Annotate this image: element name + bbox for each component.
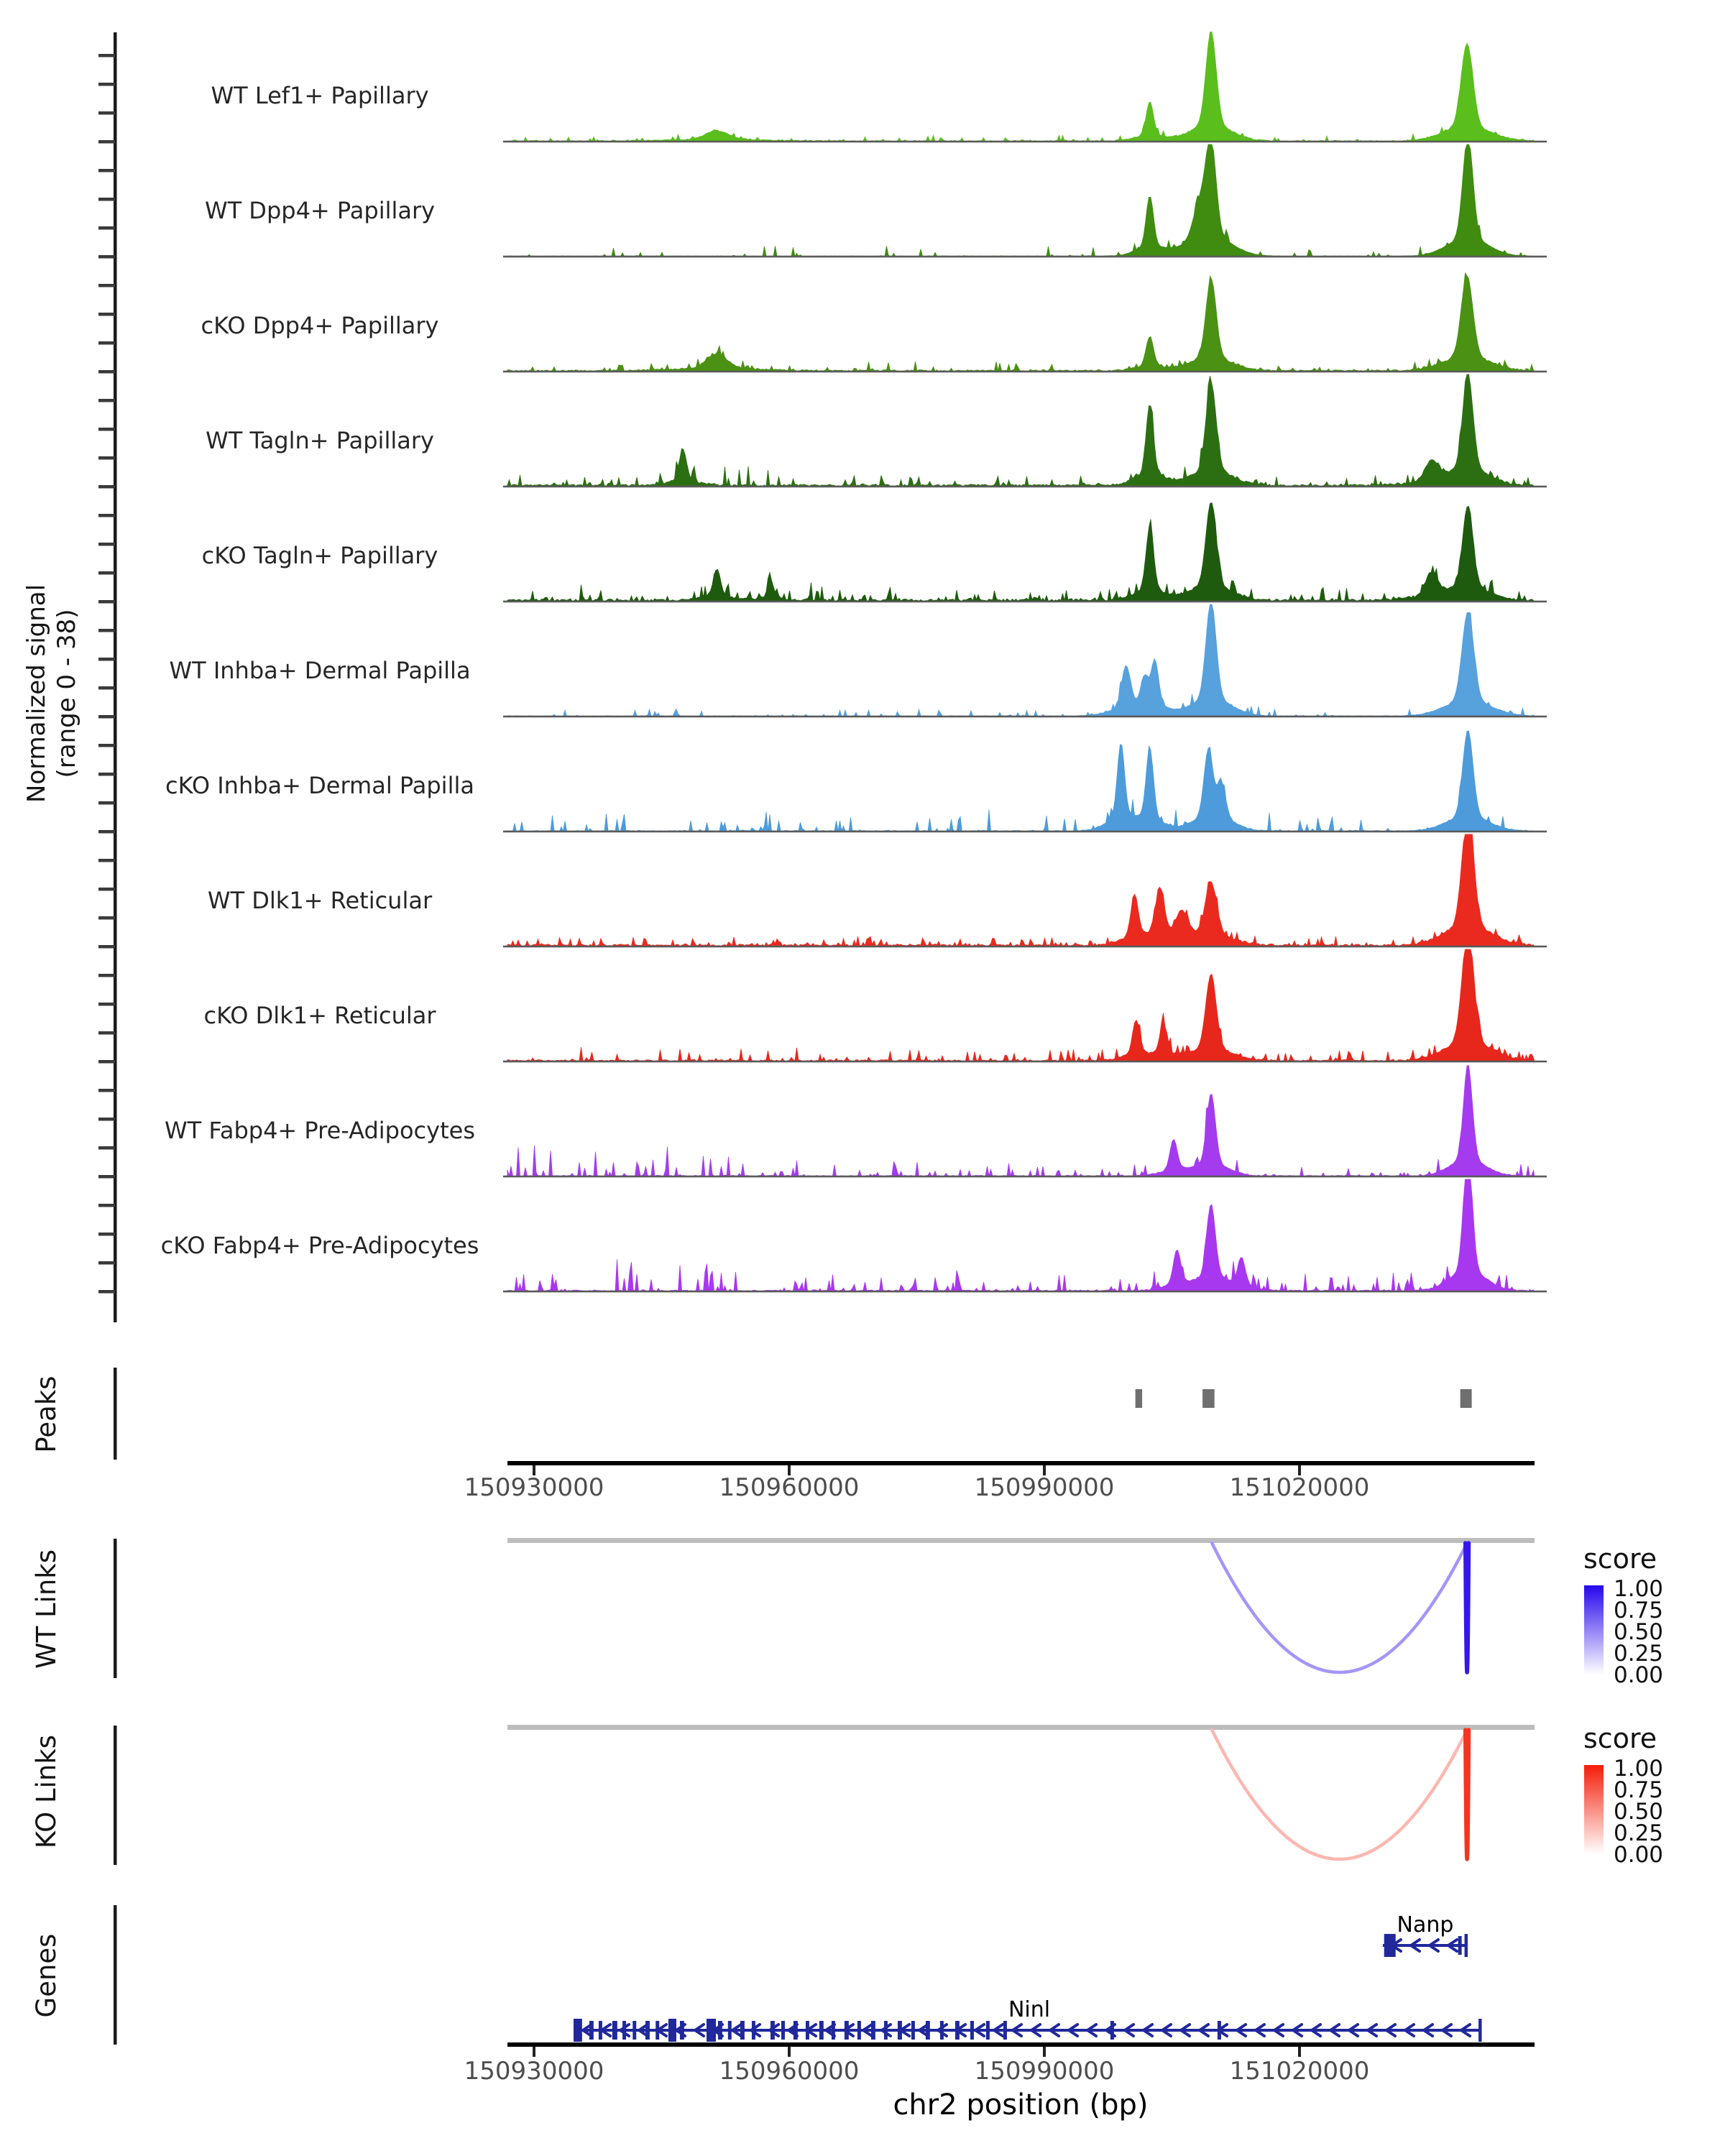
signal-track-path [507,374,1535,487]
track-label: WT Dpp4+ Papillary [204,197,436,224]
signal-axis-tick [98,399,115,402]
legend-tick-label: 0.50 [1614,1799,1664,1825]
signal-axis-tick [98,255,115,259]
x-tick-label: 150960000 [719,2057,860,2086]
legend-tick-label: 0.25 [1614,1641,1664,1667]
track-label: WT Fabp4+ Pre-Adipocytes [165,1117,475,1144]
signal-track-baseline [503,141,1547,143]
signal-axis-tick [98,226,115,230]
signal-axis-tick [98,1290,115,1294]
signal-axis-tick [98,169,115,172]
legend-tick-label: 0.00 [1614,1662,1664,1688]
signal-axis-tick [98,571,115,575]
signal-axis-tick [98,629,115,632]
gene-exon [986,2021,990,2040]
link-arc [1466,1543,1469,1672]
signal-track-path [507,144,1535,257]
signal-axis-tick [98,600,115,604]
signal-axis-tick [98,801,115,805]
ko-legend-gradient [1584,1765,1604,1854]
section-side-bar [114,1726,117,1865]
wt-legend-gradient [1584,1585,1604,1674]
link-arc [1212,1730,1467,1859]
signal-axis-tick [98,456,115,460]
track-label: cKO Dlk1+ Reticular [203,1002,436,1029]
signal-track-baseline [503,486,1547,488]
signal-track-path [507,1179,1535,1291]
x-tick-label: 151020000 [1229,2057,1370,2086]
signal-track-baseline [503,601,1547,603]
gene-label: Ninl [1008,1997,1051,2022]
track-label: WT Lef1+ Papillary [211,82,429,109]
signal-axis-tick [98,1261,115,1265]
signal-track-path [507,273,1535,372]
x-axis-tick [1298,2047,1301,2057]
x-axis-line [507,1461,1535,1465]
link-arc [1212,1543,1467,1672]
section-label-peaks: Peaks [31,1376,62,1453]
track-label: cKO Fabp4+ Pre-Adipocytes [160,1232,479,1259]
legend-tick-label: 0.25 [1614,1820,1664,1846]
signal-track-path [507,731,1535,831]
signal-axis-tick [98,1060,115,1064]
gene-exon [857,2021,861,2040]
signal-track-baseline [503,716,1547,718]
section-label-ko-links: KO Links [31,1734,62,1849]
signal-axis-tick [98,370,115,374]
section-side-bar [114,1539,117,1678]
x-tick-label: 150990000 [974,1473,1115,1502]
links-baseline [507,1725,1535,1730]
ko-legend-title: score [1583,1723,1657,1754]
signal-track-path [507,834,1535,946]
signal-axis-tick [98,485,115,489]
signal-track-baseline [503,946,1547,948]
legend-tick-label: 1.00 [1614,1756,1664,1782]
signal-track-baseline [503,1176,1547,1178]
x-axis-line [507,2042,1535,2047]
signal-axis-tick [98,974,115,977]
signal-axis-tick [98,1031,115,1035]
signal-axis-tick [98,1146,115,1150]
signal-track-path [507,949,1535,1061]
track-label: WT Dlk1+ Reticular [207,887,433,914]
signal-track-path [507,604,1535,717]
peak-box [1460,1389,1472,1408]
signal-track-baseline [503,1061,1547,1063]
x-tick-label: 151020000 [1229,1473,1370,1502]
signal-axis-tick [98,341,115,345]
x-tick-label: 150930000 [464,1473,604,1502]
gene-terminal-bar [1480,2019,1482,2042]
signal-axis-tick [98,140,115,144]
gene-exon [632,2021,636,2040]
peak-box [1202,1389,1215,1408]
track-label: cKO Inhba+ Dermal Papilla [165,772,474,799]
signal-axis-tick [98,1089,115,1092]
gene-exon [574,2019,582,2042]
gene-exon [940,2021,944,2040]
signal-axis-tick [98,111,115,115]
track-label: WT Inhba+ Dermal Papilla [169,657,471,684]
signal-axis-tick [98,686,115,690]
gene-exon [970,2021,974,2040]
x-axis-tick [1043,2047,1046,2057]
signal-track-path [507,502,1535,602]
gene-exon [622,2021,626,2040]
signal-y-axis-label-line1: Normalized signal [22,584,51,803]
gene-exon [1458,1936,1462,1955]
gene-exon [1003,2021,1007,2040]
legend-tick-label: 0.75 [1614,1777,1664,1803]
legend-tick-label: 0.50 [1614,1619,1664,1645]
x-axis-title: chr2 position (bp) [893,2088,1149,2122]
track-label: cKO Tagln+ Papillary [201,542,438,569]
signal-axis-tick [98,54,115,57]
signal-track-baseline [503,831,1547,833]
x-axis-tick [788,2047,791,2057]
signal-axis-tick [98,859,115,862]
gene-exon [819,2021,824,2040]
wt-legend-title: score [1583,1543,1657,1575]
gene-exon [884,2021,888,2040]
gene-exon [612,2021,617,2040]
links-baseline [507,1538,1535,1543]
peak-box [1136,1389,1142,1408]
x-tick-label: 150930000 [464,2057,604,2086]
signal-axis-tick [98,916,115,920]
signal-axis-tick [98,514,115,517]
gene-exon [728,2021,732,2040]
legend-tick-label: 0.00 [1614,1842,1664,1868]
signal-y-axis-label-line2: (range 0 - 38) [52,609,81,778]
gene-exon [911,2021,915,2040]
section-label-wt-links: WT Links [31,1549,62,1669]
signal-axis-tick [98,715,115,719]
x-axis-tick [533,2047,535,2057]
signal-axis-tick [98,284,115,287]
gene-exon [680,2021,684,2040]
signal-axis-tick [98,830,115,834]
x-tick-label: 150990000 [974,2057,1115,2086]
signal-track-baseline [503,1291,1547,1293]
track-label: WT Tagln+ Papillary [206,427,434,454]
track-label: cKO Dpp4+ Papillary [201,312,439,339]
gene-label: Nanp [1397,1912,1454,1938]
signal-track-path [507,32,1535,142]
section-side-bar [114,1368,117,1460]
gene-exon [781,2021,785,2040]
signal-track-baseline [503,256,1547,258]
section-label-genes: Genes [31,1933,62,2018]
link-arc [1466,1730,1469,1859]
signal-y-axis-label [22,514,82,873]
signal-axis-tick [98,1204,115,1207]
signal-axis-tick [98,945,115,949]
x-tick-label: 150960000 [719,1473,860,1502]
legend-tick-label: 0.75 [1614,1598,1664,1623]
section-side-bar [114,1905,117,2045]
signal-axis-tick [98,744,115,747]
signal-track-baseline [503,371,1547,373]
signal-track-path [507,1066,1535,1176]
legend-tick-label: 1.00 [1614,1576,1664,1602]
signal-axis-tick [98,1175,115,1179]
